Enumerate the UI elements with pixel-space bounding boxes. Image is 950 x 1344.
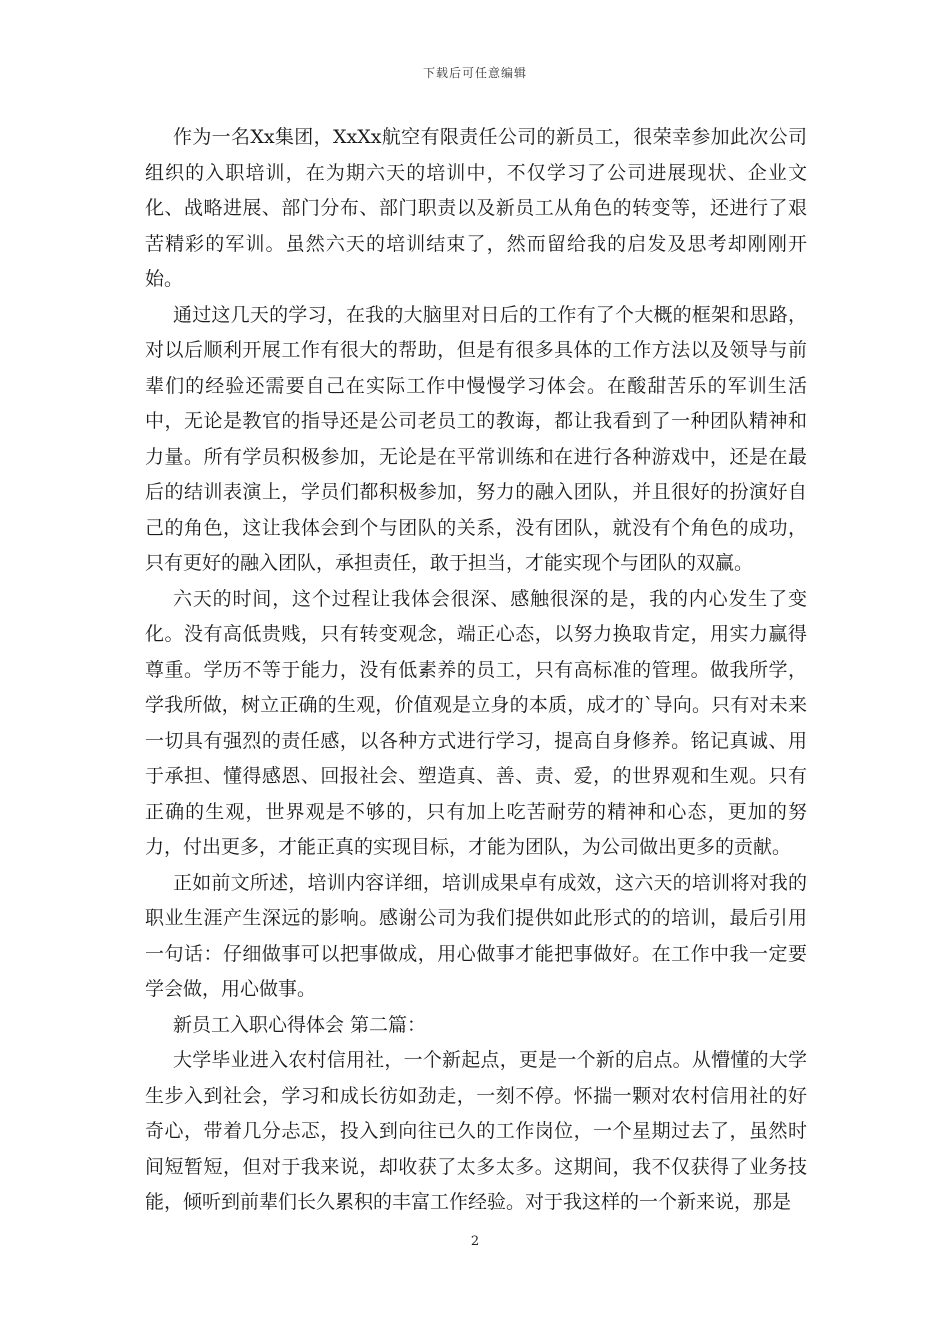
paragraph-5: 大学毕业进入农村信用社，一个新起点，更是一个新的启点。从懵懂的大学生步入到社会，学习和成长彷如劲走，一刻不停。怀揣一颗对农村信用社的好奇心，带着几分忐忑，投入到向往已久的工作岗位，一个星期过去了，虽然时间短暂短，但对于我来说，却收获了太多太多。这期间，我不仅获得了业务技能，倾听到前辈们长久累积的丰富工作经验。对于我这样的一个新来说，那是 bbox=[145, 1049, 807, 1213]
document-body bbox=[145, 120, 807, 1221]
paragraph-3: 六天的时间，这个过程让我体会很深、感触很深的是，我的内心发生了变化。没有高低贵贱，只有转变观念，端正心态，以努力换取肯定，用实力赢得尊重。学历不等于能力，没有低素养的员工，只有高标准的管理。做我所学，学我所做，树立正确的生观，价值观是立身的本质，成才的`导向。只有对未来一切具有强烈的责任感，以各种方式进行学习，提高自身修养。铭记真诚、用于承担、懂得感恩、回报社会、塑造真、善、责、爱，的世界观和生观。只有正确的生观，世界观是不够的，只有加上吃苦耐劳的精神和心态，更加的努力，付出更多，才能正真的实现目标，才能为团队，为公司做出更多的贡献。 bbox=[145, 587, 807, 858]
paragraph-1: 作为一名Xx集团，XxXx航空有限责任公司的新员工，很荣幸参加此次公司组织的入职培训，在为期六天的培训中，不仅学习了公司进展现状、企业文化、战略进展、部门分布、部门职责以及新员工从角色的转变等，还进行了艰苦精彩的军训。虽然六天的培训结束了，然而留给我的启发及思考却刚刚开始。 bbox=[145, 126, 807, 290]
section-heading: 新员工入职心得体会 第二篇： bbox=[173, 1013, 427, 1036]
paragraph-4: 正如前文所述，培训内容详细，培训成果卓有成效，这六天的培训将对我的职业生涯产生深远的影响。感谢公司为我们提供如此形式的的培训，最后引用一句话：仔细做事可以把事做成，用心做事才能把事做好。在工作中我一定要学会做，用心做事。 bbox=[145, 871, 807, 1000]
page-header: 下载后可任意编辑 bbox=[422, 66, 527, 80]
page-number: 2 bbox=[470, 1234, 480, 1249]
paragraph-2: 通过这几天的学习，在我的大脑里对日后的工作有了个大概的框架和思路，对以后顺利开展工作有很大的帮助，但是有很多具体的工作方法以及领导与前辈们的经验还需要自己在实际工作中慢慢学习体会。在酸甜苦乐的军训生活中，无论是教官的指导还是公司老员工的教诲，都让我看到了一种团队精神和力量。所有学员积极参加，无论是在平常训练和在进行各种游戏中，还是在最后的结训表演上，学员们都积极参加，努力的融入团队，并且很好的扮演好自己的角色，这让我体会到个与团队的关系，没有团队，就没有个角色的成功，只有更好的融入团队，承担责任，敢于担当，才能实现个与团队的双赢。 bbox=[145, 303, 807, 574]
